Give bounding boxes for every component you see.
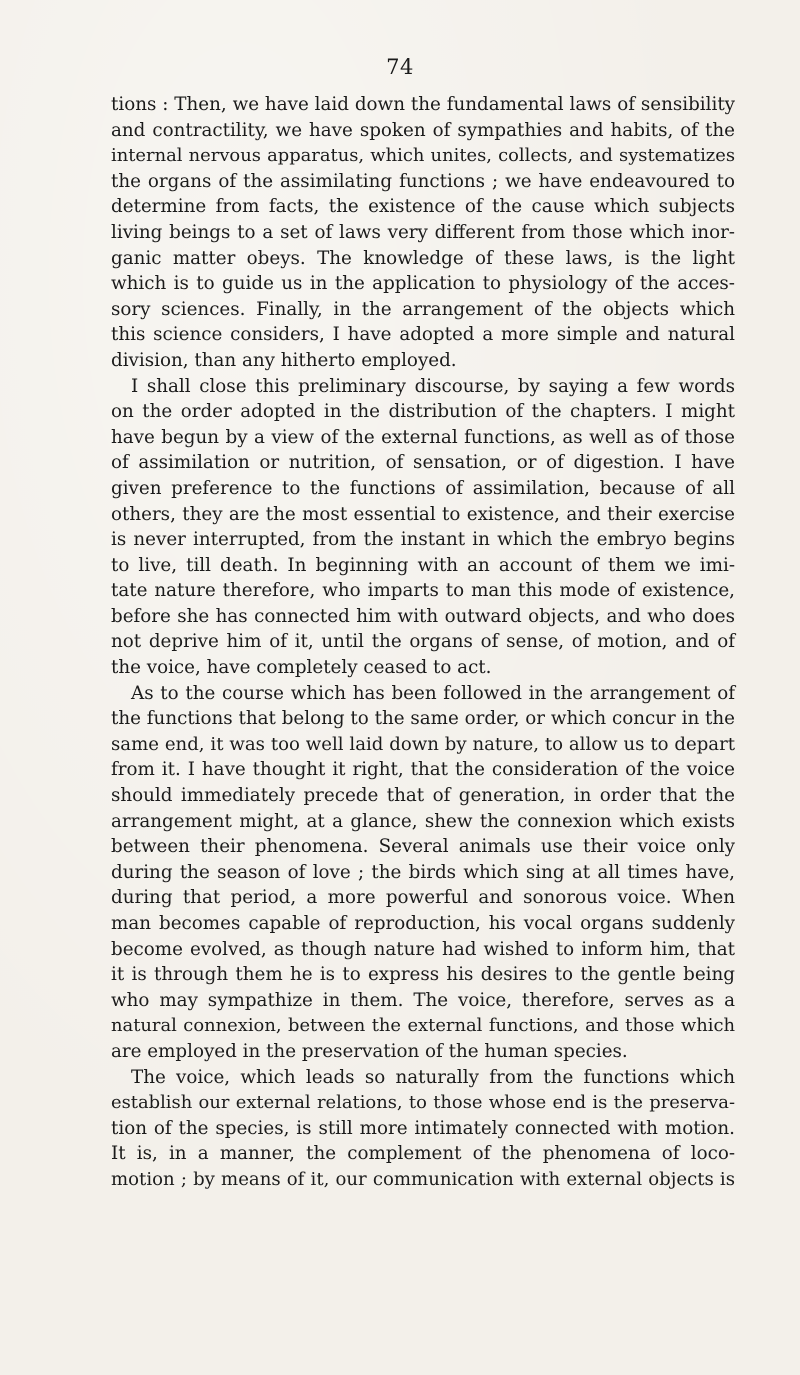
text-line: ganic matter obeys. The knowledge of these laws, is the light bbox=[111, 247, 735, 269]
text-line: during that period, a more powerful and sonorous voice. When bbox=[111, 887, 735, 909]
text-line: of assimilation or nutrition, of sensation, or of digestion. I have bbox=[111, 452, 735, 474]
text-line: given preference to the functions of assimilation, because of all bbox=[111, 477, 735, 499]
text-line: during the season of love ; the birds which sing at all times have, bbox=[111, 861, 735, 883]
text-line: should immediately precede that of generation, in order that the bbox=[111, 785, 735, 807]
text-line: it is through them he is to express his desires to the gentle being bbox=[111, 964, 735, 986]
paragraph-start-line: I shall close this preliminary discourse, by saying a few words bbox=[131, 375, 735, 397]
text-line: It is, in a manner, the complement of the phenomena of loco- bbox=[111, 1143, 735, 1165]
text-line: arrangement might, at a glance, shew the connexion which exists bbox=[111, 810, 735, 832]
text-line: on the order adopted in the distribution of the chapters. I might bbox=[111, 401, 735, 423]
text-line: from it. I have thought it right, that the consideration of the voice bbox=[111, 759, 735, 781]
text-line: tion of the species, is still more intimately connected with motion. bbox=[111, 1117, 735, 1139]
text-line: tate nature therefore, who imparts to man this mode of existence, bbox=[111, 580, 735, 602]
page-number: 74 bbox=[386, 55, 414, 79]
text-line: same end, it was too well laid down by nature, to allow us to depart bbox=[111, 733, 735, 755]
text-line: determine from facts, the existence of the cause which subjects bbox=[111, 196, 735, 218]
text-line: the organs of the assimilating functions ; we have endeavoured to bbox=[111, 170, 735, 192]
body-text bbox=[111, 92, 735, 1193]
paragraph-start-line: As to the course which has been followed in the arrangement of bbox=[131, 682, 735, 704]
text-line: are employed in the preservation of the human species. bbox=[111, 1040, 628, 1062]
text-line: is never interrupted, from the instant in which the embryo begins bbox=[111, 529, 735, 551]
text-line: living beings to a set of laws very different from those which inor- bbox=[111, 221, 735, 243]
text-line: this science considers, I have adopted a more simple and natural bbox=[111, 324, 735, 346]
text-line: man becomes capable of reproduction, his vocal organs suddenly bbox=[111, 913, 735, 934]
text-line: internal nervous apparatus, which unites, collects, and systematizes bbox=[111, 145, 735, 167]
text-line: before she has connected him with outward objects, and who does bbox=[111, 605, 735, 627]
text-line: which is to guide us in the application to physiology of the acces- bbox=[111, 273, 735, 295]
text-line: division, than any hitherto employed. bbox=[111, 349, 457, 371]
text-line: to live, till death. In beginning with an account of them we imi- bbox=[111, 554, 735, 576]
text-line: who may sympathize in them. The voice, therefore, serves as a bbox=[111, 989, 735, 1011]
text-line: not deprive him of it, until the organs of sense, of motion, and of bbox=[111, 631, 735, 653]
text-line: sory sciences. Finally, in the arrangement of the objects which bbox=[111, 298, 735, 320]
text-line: establish our external relations, to those whose end is the preserva- bbox=[111, 1092, 735, 1114]
text-line: and contractility, we have spoken of sympathies and habits, of the bbox=[111, 119, 735, 141]
text-line: become evolved, as though nature had wished to inform him, that bbox=[111, 938, 735, 960]
paragraph-start-line: The voice, which leads so naturally from the functions which bbox=[131, 1066, 735, 1088]
text-line: natural connexion, between the external functions, and those which bbox=[111, 1015, 735, 1037]
text-line: motion ; by means of it, our communication with external objects is bbox=[111, 1168, 735, 1190]
text-line: between their phenomena. Several animals use their voice only bbox=[111, 836, 735, 858]
text-line: the functions that belong to the same order, or which concur in the bbox=[111, 708, 735, 730]
text-line: have begun by a view of the external functions, as well as of those bbox=[111, 426, 735, 448]
text-line: tions : Then, we have laid down the fundamental laws of sensibility bbox=[111, 94, 735, 115]
text-line: the voice, have completely ceased to act. bbox=[111, 657, 492, 679]
text-line: others, they are the most essential to existence, and their exercise bbox=[111, 503, 735, 525]
